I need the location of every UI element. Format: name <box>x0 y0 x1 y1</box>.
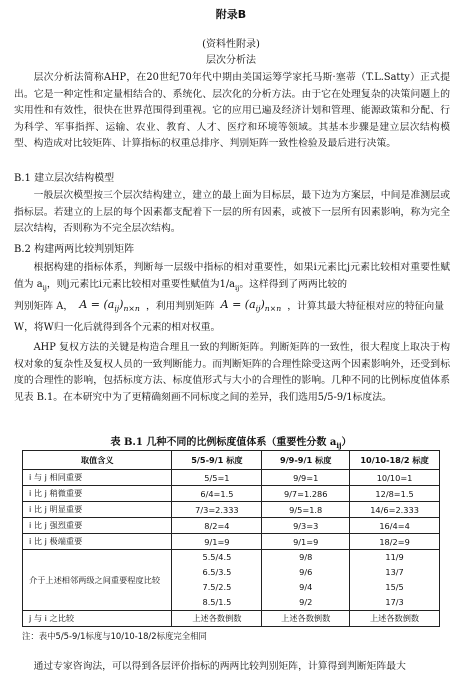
table-cell: 12/8=1.5 <box>350 486 440 502</box>
table-cell: 8/2=4 <box>172 518 262 534</box>
table-cell: 9/9=1 <box>262 470 350 486</box>
section-b2-heading: B.2 构建两两比较判别矩阵 <box>14 244 135 255</box>
table-cell: 9/8 9/6 9/4 9/2 <box>262 550 350 611</box>
table-cell: j 与 i 之比较 <box>23 611 172 627</box>
table-row-intermediate <box>23 550 440 611</box>
table-header-cell: 10/10-18/2 标度 <box>350 451 440 470</box>
table-cell: 10/10=1 <box>350 470 440 486</box>
table-cell: 14/6=2.333 <box>350 502 440 518</box>
table-header-cell: 5/5-9/1 标度 <box>172 451 262 470</box>
table-note: 注：表中5/5-9/1标度与10/10-18/2标度完全相同 <box>22 631 207 641</box>
table-cell: 上述各数倒数 <box>172 611 262 627</box>
bottom-paragraph: 通过专家咨询法，可以得到各层评价指标的两两比较判别矩阵，计算得到判断矩阵最大 <box>33 661 406 672</box>
table-cell: i 比 j 稍微重要 <box>23 486 172 502</box>
doc-title: 层次分析法 <box>206 55 256 66</box>
table-cell: 18/2=9 <box>350 534 440 550</box>
table-header-row <box>23 451 440 470</box>
matrix-formula-repeat: $A = (a_{ij})_{n\times n}$ <box>220 298 282 314</box>
table-cell: i 比 j 强烈重要 <box>23 518 172 534</box>
table-cell: i 与 j 相同重要 <box>23 470 172 486</box>
table-cell: 5.5/4.5 6.5/3.5 7.5/2.5 8.5/1.5 <box>172 550 262 611</box>
table-cell: 9/1=9 <box>262 534 350 550</box>
table-cell: 5/5=1 <box>172 470 262 486</box>
section-b1-heading: B.1 建立层次结构模型 <box>14 173 115 184</box>
table-row <box>23 518 440 534</box>
table-header-cell: 9/9-9/1 标度 <box>262 451 350 470</box>
table-row <box>23 611 440 627</box>
table-cell: 16/4=4 <box>350 518 440 534</box>
table-cell: 介于上述相邻两级之间重要程度比较 <box>23 550 172 611</box>
matrix-formula: $A = (a_{ij})_{n\times n}$ <box>79 298 140 314</box>
section-b2-paragraph-2: W，将W归一化后就得到各个元素的相对权重。 <box>14 322 221 333</box>
table-cell: 7/3=2.333 <box>172 502 262 518</box>
table-cell: 9/3=3 <box>262 518 350 534</box>
table-row <box>23 502 440 518</box>
section-b1-paragraph: 一般层次模型按三个层次结构建立，建立的最上面为目标层，最下边为方案层，中间是准测层或指标层。若建立的上层的每个因素都支配着下一层的所有因素，或被下一层所有因素影响，称为完全层次结构，否则称为不完全层次结构。 <box>14 190 450 234</box>
table-row <box>23 534 440 550</box>
table-cell: 上述各数倒数 <box>350 611 440 627</box>
table-cell: 11/9 13/7 15/5 17/3 <box>350 550 440 611</box>
section-b2-paragraph-3: AHP 复权方法的关键是构造合理且一致的判断矩阵。判断矩阵的一致性，很大程度上取决于构权对象的复杂性及复权人员的一致判断能力。而判断矩阵的合理性除受这两个因素影响外，还受到标度的合理性的影响，包括标度方法、标度值形式与大小的合理性的影响。几种不同的比例标度值体系见表 B.1。在本研究中为了更精确刻画不同标度之间的差异，我们选用5/5-9/1标度法。 <box>14 342 450 403</box>
table-header-cell: 取值含义 <box>23 451 172 470</box>
table-cell: 9/1=9 <box>172 534 262 550</box>
table-cell: 9/5=1.8 <box>262 502 350 518</box>
table-row <box>23 486 440 502</box>
table-row <box>23 470 440 486</box>
formula-line: 判别矩阵 A， $A = (a_{ij})_{n\times n}$ ，利用判别矩阵 $A = (a_{ij})_{n\times n}$ ，计算其最大特征根对应的特征向量 <box>14 298 445 314</box>
doc-subtitle: (资料性附录) <box>202 39 260 50</box>
scale-table <box>22 450 440 627</box>
appendix-title: 附录B <box>215 8 247 21</box>
table-cell: 9/7=1.286 <box>262 486 350 502</box>
section-b2-paragraph-1: 根据构建的指标体系，判断每一层级中指标的相对重要性，如果i元素比j元素比较相对重要性赋值为 $a_{ij}$，则j元素比i元素比较相对重要性赋值为$1/a_{ij}$。这样得到了两两比较的 <box>14 262 450 292</box>
table-cell: 6/4=1.5 <box>172 486 262 502</box>
table-caption: 表 B.1 几种不同的比例标度值体系（重要性分数 $a_{ij}$） <box>110 437 352 450</box>
intro-paragraph: 层次分析法简称AHP，在20世纪70年代中期由美国运筹学家托马斯·塞蒂（T.L.Satty）正式提出。它是一种定性和定量相结合的、系统化、层次化的分析方法。由于它在处理复杂的决策问题上的实用性和有效性，很快在世界范围得到重视。它的应用已遍及经济计划和管理、能源政策和分配、行为科学、军事指挥、运输、农业、教育、人才、医疗和环境等领域。其基本步骤是建立层次结构模型、构造成对比较矩阵、计算指标的权重总排序、判别矩阵一致性检验及最后进行决策。 <box>14 72 450 149</box>
table-cell: i 比 j 极端重要 <box>23 534 172 550</box>
table-cell: 上述各数倒数 <box>262 611 350 627</box>
table-cell: i 比 j 明显重要 <box>23 502 172 518</box>
